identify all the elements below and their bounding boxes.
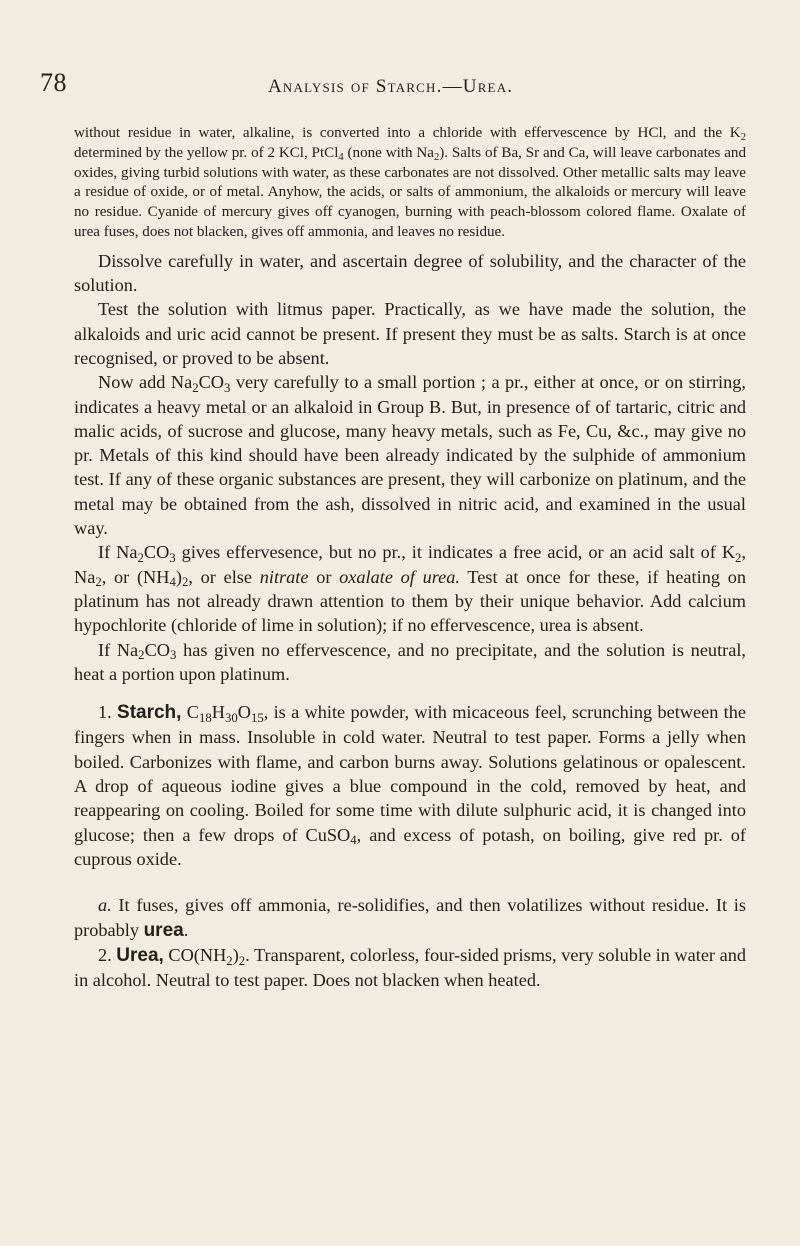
starch-heading: Starch, xyxy=(117,702,182,724)
paragraph-litmus: Test the solution with litmus paper. Practically, as we have made the solution, the alkaloids and uric acid cannot be present. If present they must be as salts. Starch is at once recognised, or proved to be absent. xyxy=(74,299,746,368)
body-text xyxy=(74,124,746,992)
section-urea: 2. Urea, $CO(NH_2)_2$. Transparent, colorless, four-sided prisms, very soluble in water and in alcohol. Neutral to test paper. Does not blacken when heated. xyxy=(74,944,746,991)
paragraph-urea-test: a. It fuses, gives off ammonia, re-solidifies, and then volatilizes without residue. It is probably urea. xyxy=(74,895,746,941)
paragraph-sodium-carbonate: Now add $Na_2CO_3$ very carefully to a small portion ; a pr., either at once, or on stirring, indicates a heavy metal or an alkaloid in Group B. But, in presence of of tartaric, citric and malic acids, of sucrose and glucose, many heavy metals, such as Fe, Cu, &c., may give no pr. Metals of this kind should have been already indicated by the sulphide of ammonium test. If any of these organic substances are present, they will carbonize on platinum, and the metal may be obtained from the ash, dissolved in nitric acid, and examined in the usual way. xyxy=(74,372,746,539)
paragraph-no-effervescence: If $Na_2CO_3$ has given no effervescence, and no precipitate, and the solution is neutral, heat a portion upon platinum. xyxy=(74,639,747,684)
section-starch: 1. Starch, $C_{18}H_{30}O_{15}$, is a white powder, with micaceous feel, scrunching between the fingers when in mass. Insoluble in cold water. Neutral to test paper. Forms a jelly when boiled. Carbonizes with flame, and carbon burns away. Solutions gelatinous or opalescent. A drop of aqueous iodine gives a blue compound in the cold, removed by heat, and reappearing on cooling. Boiled for some time with dilute sulphuric acid, it is changed into glucose; then a few drops of CuSO$_4$, and excess of potash, on boiling, give red pr. of cuprous oxide. xyxy=(74,702,746,869)
page-number: 78 xyxy=(40,68,67,97)
running-head: Analysis of Starch.—Urea. xyxy=(268,76,514,97)
paragraph-dissolve: Dissolve carefully in water, and ascertain degree of solubility, and the character of the solution. xyxy=(74,250,746,296)
paragraph-residue: without residue in water, alkaline, is converted into a chloride with effervescence by HCl, and the $K_2$ determined by the yellow pr. of 2 KCl, PtCl$_4$ (none with $Na_2$). Salts of Ba, Sr and Ca, will leave carbonates and oxides, giving turbid solutions with water, as these carbonates are not dissolved. Other metallic salts may leave a residue of oxide, or of metal. Anyhow, the acids, or salts of ammonium, the alkaloids or mercury will leave no residue. Cyanide of mercury gives off cyanogen, burning with peach-blossom colored flame. Oxalate of urea fuses, does not blacken, gives off ammonia, and leaves no residue. xyxy=(74,125,746,240)
paragraph-effervescence: If $Na_2CO_3$ gives effervesence, but no pr., it indicates a free acid, or an acid salt of $K_2$, $Na_2$, or $(NH_4)_2$, or else nitrate or oxalate of urea. Test at once for these, if heating on platinum has not already drawn attention to them by their unique behavior. Add calcium hypochlorite (chloride of lime in solution); if no effervescence, urea is absent. xyxy=(74,542,747,636)
urea-heading: Urea, xyxy=(116,944,164,966)
urea-inline-heading: urea xyxy=(143,919,184,941)
